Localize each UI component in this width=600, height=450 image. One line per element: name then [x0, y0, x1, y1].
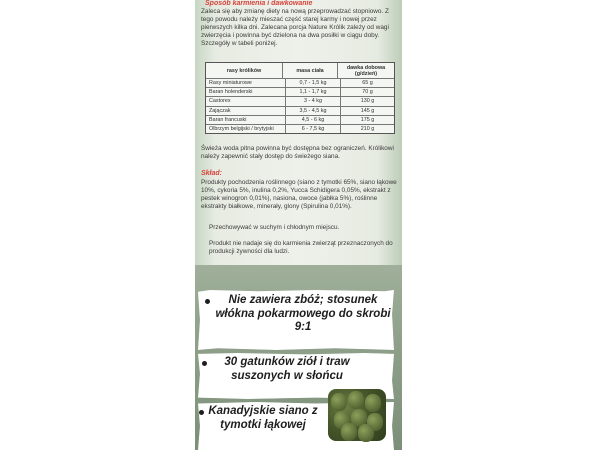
pellet-icon [331, 393, 347, 411]
notice-text: Produkt nie nadaje się do karmienia zwierząt przeznaczonych do produkcji żywności dla ludzi. [209, 240, 393, 255]
table-row [206, 96, 394, 105]
table-cell: 210 g [360, 126, 375, 133]
table-header-cell: masa ciała [283, 63, 338, 78]
table-cell: 175 g [360, 116, 375, 123]
pellets-image [328, 389, 386, 441]
storage-text: Przechowywać w suchym i chłodnym miejscu. [209, 224, 340, 231]
table-cell: 3 - 4 kg [286, 97, 341, 105]
table-cell: 145 g [360, 107, 375, 114]
ingredients-heading: Skład: [201, 170, 223, 177]
feeding-heading: Sposób karmienia i dawkowanie [205, 0, 313, 7]
table-row [206, 124, 394, 133]
table-cell: 3,5 - 4,5 kg [286, 107, 341, 115]
package-photo [195, 0, 402, 450]
table-cell: Olbrzym belgijski / brytyjski [206, 125, 286, 133]
water-text: Świeża woda pitna powinna być dostępna bez ograniczeń. Królikowi należy zapewnić stały dostęp do świeżego siana. [201, 145, 394, 160]
table-cell: Baran holenderski [206, 88, 286, 96]
table-header-cell: rasy królików [206, 63, 283, 78]
feeding-intro-text: Zaleca się aby zmianę diety na nową przeprowadzać stopniowo. Z tego powodu należy mieszać część starej karmy i nowej przez pierwszych kilka dni. Zalecana porcja Nature Królik zależy od wagi zwierzęcia i powinna być dzielona na dwa posiłki w ciągu doby. Szczegóły w tabeli poniżej. [201, 8, 389, 47]
pellet-icon [365, 394, 381, 412]
pellet-icon [341, 423, 357, 441]
table-cell: 70 g [362, 89, 373, 96]
table-cell: Castorex [206, 97, 286, 105]
ingredients-text: Produkty pochodzenia roślinnego (siano z tymotki 65%, siano łąkowe 10%, cykoria 5%, inulina 0,2%, Yucca Schidigera 0,05%, ekstrakt z pestek winogron 0,01%), nasiona, owoce (jabłka 5%), roślinne ekstrakty białkowe, minerały, glony (Spirulina 0,01%). [201, 179, 397, 210]
table-row [206, 106, 394, 115]
table-row [206, 78, 394, 87]
white-margin-left [0, 0, 195, 450]
table-cell: 130 g [360, 98, 375, 105]
dosage-table [205, 62, 395, 134]
table-row [206, 115, 394, 124]
table-cell: 0,7 - 1,5 kg [286, 79, 341, 87]
pellet-icon [348, 391, 364, 409]
claim-grain-free [213, 294, 393, 335]
table-cell: 1,1 - 1,7 kg [286, 88, 341, 96]
white-margin-right [402, 0, 600, 450]
claim-hay [203, 405, 323, 432]
table-cell: 4,5 - 6 kg [286, 116, 341, 124]
table-cell: 6 - 7,5 kg [286, 125, 341, 133]
bullet-icon [205, 299, 210, 304]
table-header-cell: dawka dobowa (g/dzień) [346, 64, 386, 77]
pellet-icon [358, 424, 374, 442]
claim-text: Nie zawiera zbóż; stosunek włókna pokarmowego do skrobi 9:1 [215, 294, 391, 333]
table-cell: Rasy miniaturowe [206, 79, 286, 87]
table-header-row [206, 63, 394, 78]
table-row [206, 87, 394, 96]
claim-text: 30 gatunków ziół i traw suszonych w słońcu [224, 356, 350, 382]
claim-text: Kanadyjskie siano z tymotki łąkowej [208, 405, 318, 431]
table-cell: Zajączak [206, 107, 286, 115]
table-cell: 65 g [362, 80, 373, 87]
table-cell: Baran francuski [206, 116, 286, 124]
claim-herbs [207, 356, 367, 383]
